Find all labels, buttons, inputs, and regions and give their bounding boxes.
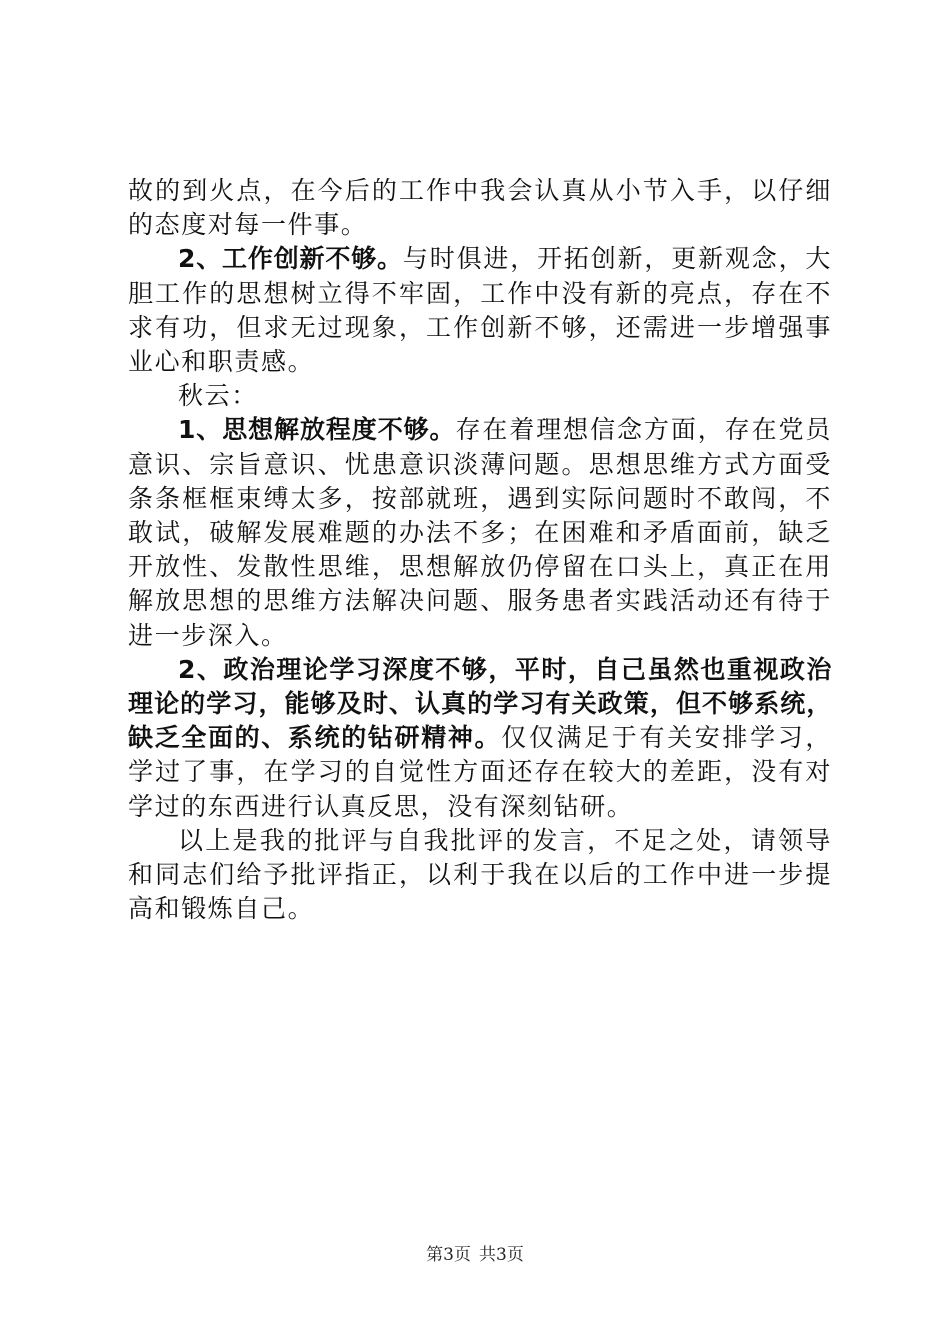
document-body	[128, 174, 832, 926]
paragraph-2	[128, 242, 832, 379]
page-number: 第3页	[426, 1245, 471, 1265]
paragraph-5-lead: 2、政治理论学习深度不够，平时，自己虽然也重视政治理论的学习，能够及时、认真的学习有关政策，但不够系统，缺乏全面的、系统的钻研精神。	[128, 654, 832, 753]
paragraph-4-lead: 1、思想解放程度不够。	[178, 415, 456, 445]
paragraph-1	[128, 174, 832, 242]
paragraph-3	[128, 379, 832, 413]
paragraph-6-text: 以上是我的批评与自我批评的发言，不足之处，请领导和同志们给予批评指正，以利于我在以后的工作中进一步提高和锻炼自己。	[128, 825, 832, 924]
paragraph-3-text: 秋云：	[178, 381, 258, 411]
paragraph-5-text: 仅仅满足于有关安排学习，学过了事，在学习的自觉性方面还存在较大的差距，没有对学过的东西进行认真反思，没有深刻钻研。	[128, 723, 833, 821]
page-total: 共3页	[479, 1245, 524, 1265]
paragraph-6	[128, 824, 832, 927]
paragraph-4-text: 存在着理想信念方面，存在党员意识、宗旨意识、忧患意识淡薄问题。思想思维方式方面受条条框框束缚太多，按部就班，遇到实际问题时不敢闯，不敢试，破解发展难题的办法不多；在困难和矛盾面前，缺乏开放性、发散性思维，思想解放仍停留在口头上，真正在用解放思想的思维方法解决问题、服务患者实践活动还有待于进一步深入。	[128, 415, 832, 650]
paragraph-1-text: 故的到火点，在今后的工作中我会认真从小节入手，以仔细的态度对每一件事。	[128, 176, 832, 240]
paragraph-2-lead: 2、工作创新不够。	[178, 244, 403, 274]
paragraph-5	[128, 653, 832, 824]
page-footer	[0, 1240, 950, 1265]
paragraph-2-text: 与时俱进，开拓创新，更新观念，大胆工作的思想树立得不牢固，工作中没有新的亮点，存在不求有功，但求无过现象，工作创新不够，还需进一步增强事业心和职责感。	[128, 244, 833, 377]
paragraph-4	[128, 413, 832, 652]
